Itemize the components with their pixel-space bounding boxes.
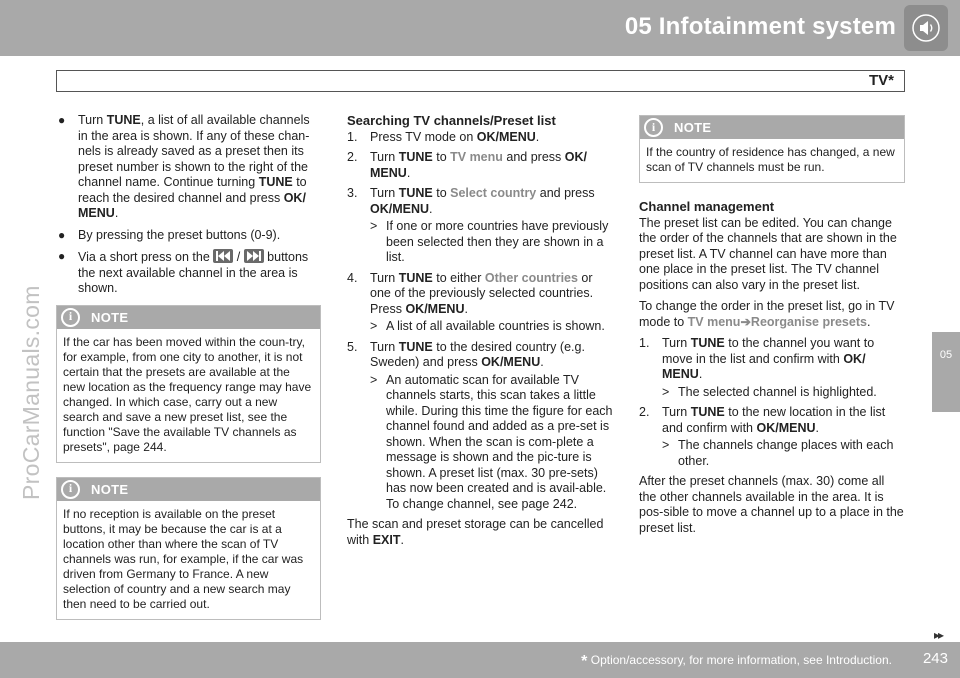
- step-result: > The selected channel is highlighted.: [662, 384, 877, 399]
- section-bar: [56, 70, 905, 92]
- footer-note: * Option/accessory, for more information, see Introduction.: [581, 653, 892, 670]
- chapter-side-tab: [932, 332, 960, 412]
- step-item: 2. Turn TUNE to TV menu and press OK/ MENU.: [347, 150, 587, 180]
- list-item: ● Turn TUNE, a list of all available channels in the area is shown. If any of these chan-nels is already saved as a preset then its preset number is shown to the right of the channel name. Continue turning TUNE to reach the desired channel and press OK/ MENU.: [58, 113, 310, 220]
- note-label: NOTE: [91, 481, 129, 497]
- step-result: > An automatic scan for available TV channels starts, this scan takes a little while. During this time the figure for each channel found and added as a pre-set is shown. When the scan is com-plete a message is shown and the pic-ture is shown. A preset list (max. 30 pre-sets) has now been created and is avail-able. To change channel, see page 242.: [370, 372, 613, 511]
- section-title: TV*: [868, 72, 894, 89]
- note-box: [639, 115, 905, 183]
- list-item: ● Via a short press on the / buttons the next available channel in the area is shown.: [58, 249, 309, 295]
- step-item: 5. Turn TUNE to the desired country (e.g. Sweden) and press OK/MENU. > An automatic scan for available TV channels starts, this scan takes a little while. During this time the figure for each channel found and added as a pre-set is shown. When the scan is com-plete a message is shown and the pic-ture is shown. A preset list (max. 30 pre-sets) has now been created and is avail-able. To change channel, see page 242.: [347, 340, 615, 513]
- column-1: [56, 113, 321, 634]
- step-result: > A list of all available countries is shown.: [370, 319, 605, 333]
- bullet-icon: ●: [58, 113, 66, 127]
- step-item: 1. Press TV mode on OK/MENU.: [347, 129, 540, 144]
- paragraph: The scan and preset storage can be cancelled with EXIT.: [347, 517, 604, 547]
- note-header: [57, 306, 320, 329]
- skip-back-icon: [213, 249, 233, 263]
- arrow-right-icon: ➔: [740, 314, 751, 329]
- info-icon: i: [644, 118, 663, 137]
- step-result: > The channels change places with each other.: [662, 438, 894, 468]
- forward-arrows-icon: ▸▸: [933, 628, 942, 642]
- info-icon: i: [61, 308, 80, 327]
- paragraph: To change the order in the preset list, go in TV mode to TV menu➔Reorganise presets.: [639, 299, 895, 329]
- column-2: [347, 113, 615, 554]
- note-text: If the country of residence has changed, a new scan of TV channels must be run.: [646, 145, 895, 174]
- watermark: ProCarManuals.com: [18, 285, 44, 500]
- step-result: > If one or more countries have previously been selected then they are shown in a list.: [370, 219, 609, 264]
- note-label: NOTE: [674, 120, 712, 135]
- step-item: 1. Turn TUNE to the channel you want to move in the list and confirm with OK/ MENU. > The selected channel is highlighted.: [639, 336, 905, 400]
- note-box: [56, 305, 321, 463]
- list-item: ● By pressing the preset buttons (0-9).: [58, 227, 281, 242]
- column-3: [639, 113, 905, 542]
- step-item: 4. Turn TUNE to either Other countries or one of the previously selected countries. Press OK/MENU. > A list of all available countries is shown.: [347, 271, 615, 335]
- speaker-icon: [904, 5, 948, 51]
- note-text: If the car has been moved within the coun-try, for example, from one city to another, it is not certain that the presets are available at the new location as the frequency range may have changed. In which case, carry out a new search and save a new preset list, see the function "Save the available TV channels as presets", page 244.: [63, 334, 312, 454]
- chapter-header: [0, 0, 960, 56]
- paragraph: After the preset channels (max. 30) come all the other channels available in the area. It is pos-sible to move a channel up to a place in the preset list.: [639, 474, 904, 535]
- step-item: 2. Turn TUNE to the new location in the list and confirm with OK/MENU. > The channels change places with each other.: [639, 405, 905, 469]
- info-icon: i: [61, 480, 80, 499]
- skip-forward-icon: [244, 249, 264, 263]
- page-number: 243: [922, 650, 948, 667]
- bullet-icon: ●: [58, 227, 66, 242]
- note-header: [57, 478, 320, 501]
- note-label: NOTE: [91, 309, 129, 325]
- section-heading: Channel management: [639, 199, 775, 214]
- chapter-title: 05 Infotainment system: [624, 13, 896, 40]
- note-header: [640, 116, 904, 139]
- section-heading: Searching TV channels/Preset list: [347, 113, 556, 128]
- page-footer: [0, 642, 960, 678]
- note-box: [56, 477, 321, 620]
- bullet-icon: ●: [58, 249, 66, 263]
- step-item: 3. Turn TUNE to Select country and press OK/MENU. > If one or more countries have previously been selected then they are shown in a list.: [347, 186, 615, 266]
- paragraph: The preset list can be edited. You can change the order of the channels that are shown in the preset list. A TV channel can have more than one place in the preset list. The TV channel positions can also vary in the preset list.: [639, 215, 897, 292]
- chapter-side-tab-label: 05: [939, 349, 953, 361]
- note-text: If no reception is available on the preset buttons, it may be because the car is at a location other than where the scan of TV channels was run, for example, if the car was driven from Germany to France. A new selection of country and a new search may then need to be carried out.: [63, 506, 304, 611]
